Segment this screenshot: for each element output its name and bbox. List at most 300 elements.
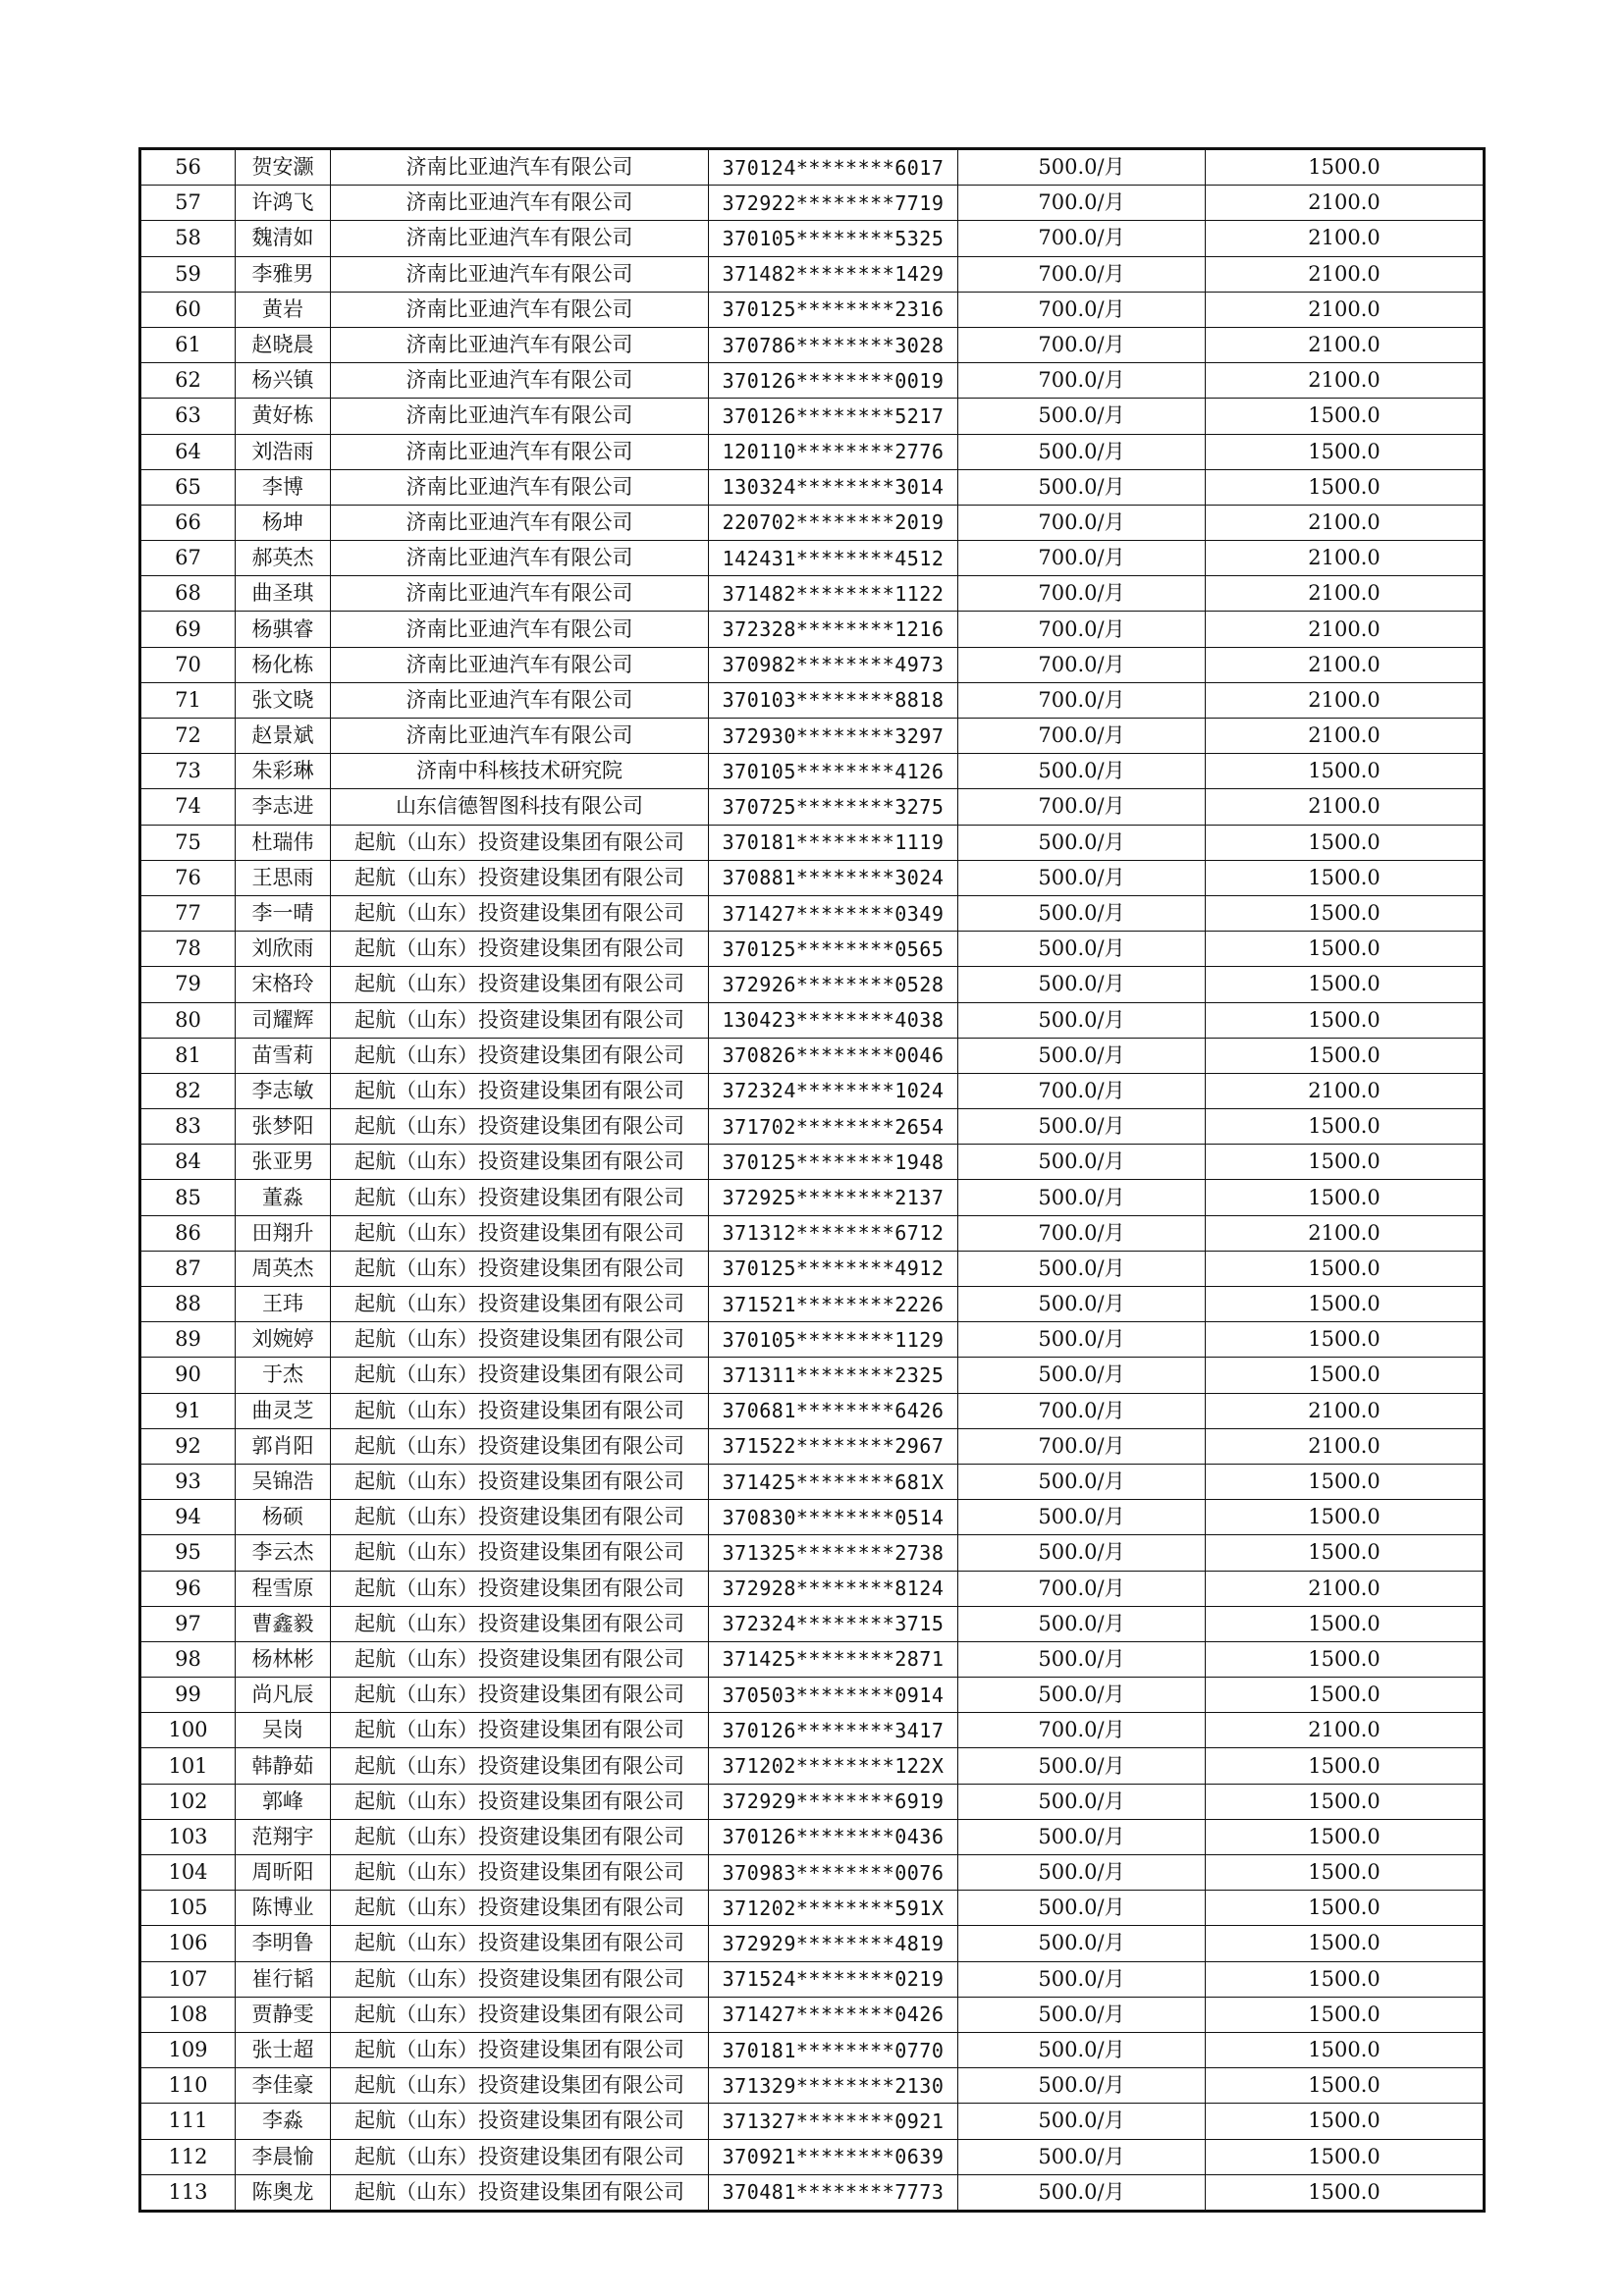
row-number-cell: 111 [140, 2104, 236, 2139]
table-row [140, 1713, 1485, 1748]
company-name-cell: 济南比亚迪汽车有限公司 [331, 221, 709, 256]
total-amount-cell: 1500.0 [1206, 895, 1485, 931]
id-number-cell: 372929********4819 [709, 1926, 958, 1961]
total-amount-cell: 2100.0 [1206, 682, 1485, 718]
row-number-cell: 106 [140, 1926, 236, 1961]
person-name-cell: 许鸿飞 [236, 186, 331, 221]
total-amount-cell: 1500.0 [1206, 1819, 1485, 1854]
id-number-cell: 371312********6712 [709, 1215, 958, 1251]
row-number-cell: 97 [140, 1606, 236, 1641]
row-number-cell: 101 [140, 1748, 236, 1784]
row-number-cell: 85 [140, 1180, 236, 1215]
id-number-cell: 370181********1119 [709, 825, 958, 860]
monthly-amount-cell: 500.0/月 [958, 1678, 1206, 1713]
monthly-amount-cell: 500.0/月 [958, 895, 1206, 931]
id-number-cell: 370826********0046 [709, 1038, 958, 1073]
person-name-cell: 于杰 [236, 1358, 331, 1393]
row-number-cell: 113 [140, 2174, 236, 2211]
total-amount-cell: 1500.0 [1206, 1678, 1485, 1713]
table-row [140, 576, 1485, 612]
table-row [140, 1678, 1485, 1713]
table-row [140, 895, 1485, 931]
company-name-cell: 起航（山东）投资建设集团有限公司 [331, 895, 709, 931]
table-row [140, 1428, 1485, 1464]
table-row [140, 682, 1485, 718]
total-amount-cell: 1500.0 [1206, 1145, 1485, 1180]
company-name-cell: 济南比亚迪汽车有限公司 [331, 682, 709, 718]
person-name-cell: 吴岗 [236, 1713, 331, 1748]
company-name-cell: 济南比亚迪汽车有限公司 [331, 719, 709, 754]
total-amount-cell: 1500.0 [1206, 1287, 1485, 1322]
id-number-cell: 372324********3715 [709, 1606, 958, 1641]
total-amount-cell: 1500.0 [1206, 2104, 1485, 2139]
company-name-cell: 起航（山东）投资建设集团有限公司 [331, 825, 709, 860]
total-amount-cell: 1500.0 [1206, 1926, 1485, 1961]
table-row [140, 186, 1485, 221]
total-amount-cell: 2100.0 [1206, 789, 1485, 825]
person-name-cell: 杨骐睿 [236, 612, 331, 647]
row-number-cell: 64 [140, 434, 236, 469]
total-amount-cell: 2100.0 [1206, 363, 1485, 399]
monthly-amount-cell: 500.0/月 [958, 1819, 1206, 1854]
row-number-cell: 70 [140, 647, 236, 682]
monthly-amount-cell: 500.0/月 [958, 1961, 1206, 1997]
company-name-cell: 起航（山东）投资建设集团有限公司 [331, 1287, 709, 1322]
table-row [140, 2174, 1485, 2211]
row-number-cell: 102 [140, 1784, 236, 1819]
id-number-cell: 371329********2130 [709, 2068, 958, 2104]
table-row [140, 1997, 1485, 2032]
row-number-cell: 112 [140, 2139, 236, 2174]
total-amount-cell: 1500.0 [1206, 1641, 1485, 1677]
total-amount-cell: 2100.0 [1206, 327, 1485, 362]
table-row [140, 647, 1485, 682]
total-amount-cell: 1500.0 [1206, 1002, 1485, 1038]
company-name-cell: 起航（山东）投资建设集团有限公司 [331, 1358, 709, 1393]
person-name-cell: 范翔宇 [236, 1819, 331, 1854]
company-name-cell: 济南比亚迪汽车有限公司 [331, 612, 709, 647]
row-number-cell: 108 [140, 1997, 236, 2032]
id-number-cell: 371427********0426 [709, 1997, 958, 2032]
person-name-cell: 贺安灏 [236, 149, 331, 186]
table-row [140, 1748, 1485, 1784]
table-row [140, 754, 1485, 789]
monthly-amount-cell: 700.0/月 [958, 682, 1206, 718]
company-name-cell: 起航（山东）投资建设集团有限公司 [331, 860, 709, 895]
total-amount-cell: 1500.0 [1206, 1180, 1485, 1215]
monthly-amount-cell: 700.0/月 [958, 186, 1206, 221]
row-number-cell: 72 [140, 719, 236, 754]
person-name-cell: 李淼 [236, 2104, 331, 2139]
monthly-amount-cell: 500.0/月 [958, 1287, 1206, 1322]
id-number-cell: 370881********3024 [709, 860, 958, 895]
total-amount-cell: 1500.0 [1206, 399, 1485, 434]
company-name-cell: 起航（山东）投资建设集团有限公司 [331, 932, 709, 967]
total-amount-cell: 1500.0 [1206, 860, 1485, 895]
id-number-cell: 372926********0528 [709, 967, 958, 1002]
row-number-cell: 104 [140, 1855, 236, 1891]
person-name-cell: 杨硕 [236, 1500, 331, 1535]
person-name-cell: 朱彩琳 [236, 754, 331, 789]
company-name-cell: 起航（山东）投资建设集团有限公司 [331, 1819, 709, 1854]
total-amount-cell: 1500.0 [1206, 1961, 1485, 1997]
id-number-cell: 370181********0770 [709, 2032, 958, 2067]
company-name-cell: 起航（山东）投资建设集团有限公司 [331, 1251, 709, 1286]
id-number-cell: 371427********0349 [709, 895, 958, 931]
company-name-cell: 起航（山东）投资建设集团有限公司 [331, 1145, 709, 1180]
total-amount-cell: 1500.0 [1206, 434, 1485, 469]
company-name-cell: 济南比亚迪汽车有限公司 [331, 292, 709, 327]
id-number-cell: 370126********0019 [709, 363, 958, 399]
monthly-amount-cell: 500.0/月 [958, 1606, 1206, 1641]
subsidy-table [138, 147, 1486, 2213]
table-row [140, 612, 1485, 647]
row-number-cell: 61 [140, 327, 236, 362]
person-name-cell: 曲灵芝 [236, 1393, 331, 1428]
row-number-cell: 57 [140, 186, 236, 221]
total-amount-cell: 1500.0 [1206, 1251, 1485, 1286]
row-number-cell: 65 [140, 469, 236, 505]
person-name-cell: 魏清如 [236, 221, 331, 256]
row-number-cell: 82 [140, 1073, 236, 1108]
id-number-cell: 372324********1024 [709, 1073, 958, 1108]
company-name-cell: 起航（山东）投资建设集团有限公司 [331, 1215, 709, 1251]
table-row [140, 1180, 1485, 1215]
table-row [140, 1358, 1485, 1393]
company-name-cell: 起航（山东）投资建设集团有限公司 [331, 1926, 709, 1961]
table-row [140, 1535, 1485, 1571]
row-number-cell: 67 [140, 541, 236, 576]
person-name-cell: 贾静雯 [236, 1997, 331, 2032]
row-number-cell: 71 [140, 682, 236, 718]
table-row [140, 1855, 1485, 1891]
row-number-cell: 99 [140, 1678, 236, 1713]
company-name-cell: 起航（山东）投资建设集团有限公司 [331, 1678, 709, 1713]
person-name-cell: 李佳豪 [236, 2068, 331, 2104]
total-amount-cell: 1500.0 [1206, 1109, 1485, 1145]
company-name-cell: 济南比亚迪汽车有限公司 [331, 363, 709, 399]
table-row [140, 1215, 1485, 1251]
total-amount-cell: 2100.0 [1206, 647, 1485, 682]
total-amount-cell: 2100.0 [1206, 1713, 1485, 1748]
table-row [140, 860, 1485, 895]
row-number-cell: 77 [140, 895, 236, 931]
id-number-cell: 371702********2654 [709, 1109, 958, 1145]
id-number-cell: 370105********1129 [709, 1322, 958, 1358]
row-number-cell: 95 [140, 1535, 236, 1571]
person-name-cell: 李博 [236, 469, 331, 505]
table-row [140, 2104, 1485, 2139]
table-body [140, 149, 1485, 2212]
id-number-cell: 371521********2226 [709, 1287, 958, 1322]
monthly-amount-cell: 500.0/月 [958, 1322, 1206, 1358]
monthly-amount-cell: 700.0/月 [958, 292, 1206, 327]
company-name-cell: 起航（山东）投资建设集团有限公司 [331, 1997, 709, 2032]
table-row [140, 1322, 1485, 1358]
person-name-cell: 李志敏 [236, 1073, 331, 1108]
id-number-cell: 371522********2967 [709, 1428, 958, 1464]
table-row [140, 967, 1485, 1002]
id-number-cell: 372930********3297 [709, 719, 958, 754]
table-row [140, 1961, 1485, 1997]
total-amount-cell: 1500.0 [1206, 1322, 1485, 1358]
row-number-cell: 75 [140, 825, 236, 860]
person-name-cell: 李雅男 [236, 256, 331, 292]
monthly-amount-cell: 500.0/月 [958, 469, 1206, 505]
person-name-cell: 陈博业 [236, 1891, 331, 1926]
total-amount-cell: 1500.0 [1206, 932, 1485, 967]
id-number-cell: 371482********1122 [709, 576, 958, 612]
person-name-cell: 黄好栋 [236, 399, 331, 434]
id-number-cell: 130324********3014 [709, 469, 958, 505]
total-amount-cell: 2100.0 [1206, 612, 1485, 647]
person-name-cell: 杨化栋 [236, 647, 331, 682]
monthly-amount-cell: 500.0/月 [958, 1891, 1206, 1926]
person-name-cell: 张亚男 [236, 1145, 331, 1180]
table-row [140, 2068, 1485, 2104]
monthly-amount-cell: 500.0/月 [958, 2032, 1206, 2067]
total-amount-cell: 1500.0 [1206, 2139, 1485, 2174]
row-number-cell: 59 [140, 256, 236, 292]
row-number-cell: 84 [140, 1145, 236, 1180]
person-name-cell: 张士超 [236, 2032, 331, 2067]
table-row [140, 1073, 1485, 1108]
total-amount-cell: 1500.0 [1206, 1891, 1485, 1926]
table-row [140, 1287, 1485, 1322]
monthly-amount-cell: 500.0/月 [958, 1784, 1206, 1819]
subsidy-table-sheet [138, 147, 1486, 2213]
person-name-cell: 杜瑞伟 [236, 825, 331, 860]
table-row [140, 1038, 1485, 1073]
table-row [140, 434, 1485, 469]
company-name-cell: 济南比亚迪汽车有限公司 [331, 256, 709, 292]
row-number-cell: 105 [140, 1891, 236, 1926]
id-number-cell: 370125********2316 [709, 292, 958, 327]
total-amount-cell: 2100.0 [1206, 186, 1485, 221]
table-row [140, 469, 1485, 505]
row-number-cell: 88 [140, 1287, 236, 1322]
monthly-amount-cell: 500.0/月 [958, 434, 1206, 469]
company-name-cell: 起航（山东）投资建设集团有限公司 [331, 1784, 709, 1819]
total-amount-cell: 2100.0 [1206, 256, 1485, 292]
total-amount-cell: 1500.0 [1206, 1464, 1485, 1499]
person-name-cell: 周英杰 [236, 1251, 331, 1286]
monthly-amount-cell: 500.0/月 [958, 1997, 1206, 2032]
id-number-cell: 120110********2776 [709, 434, 958, 469]
monthly-amount-cell: 500.0/月 [958, 1145, 1206, 1180]
table-row [140, 505, 1485, 540]
total-amount-cell: 2100.0 [1206, 505, 1485, 540]
total-amount-cell: 1500.0 [1206, 1535, 1485, 1571]
id-number-cell: 372928********8124 [709, 1571, 958, 1606]
company-name-cell: 起航（山东）投资建设集团有限公司 [331, 1606, 709, 1641]
company-name-cell: 起航（山东）投资建设集团有限公司 [331, 1961, 709, 1997]
company-name-cell: 起航（山东）投资建设集团有限公司 [331, 1571, 709, 1606]
id-number-cell: 372328********1216 [709, 612, 958, 647]
id-number-cell: 371327********0921 [709, 2104, 958, 2139]
table-row [140, 541, 1485, 576]
total-amount-cell: 2100.0 [1206, 1571, 1485, 1606]
row-number-cell: 79 [140, 967, 236, 1002]
company-name-cell: 济南中科核技术研究院 [331, 754, 709, 789]
company-name-cell: 起航（山东）投资建设集团有限公司 [331, 1109, 709, 1145]
person-name-cell: 杨坤 [236, 505, 331, 540]
id-number-cell: 370503********0914 [709, 1678, 958, 1713]
company-name-cell: 济南比亚迪汽车有限公司 [331, 469, 709, 505]
company-name-cell: 起航（山东）投资建设集团有限公司 [331, 1713, 709, 1748]
person-name-cell: 尚凡辰 [236, 1678, 331, 1713]
id-number-cell: 370481********7773 [709, 2174, 958, 2211]
id-number-cell: 372922********7719 [709, 186, 958, 221]
monthly-amount-cell: 500.0/月 [958, 2174, 1206, 2211]
id-number-cell: 142431********4512 [709, 541, 958, 576]
row-number-cell: 103 [140, 1819, 236, 1854]
person-name-cell: 郝英杰 [236, 541, 331, 576]
company-name-cell: 起航（山东）投资建设集团有限公司 [331, 1073, 709, 1108]
id-number-cell: 370126********3417 [709, 1713, 958, 1748]
person-name-cell: 王玮 [236, 1287, 331, 1322]
table-row [140, 1819, 1485, 1854]
company-name-cell: 起航（山东）投资建设集团有限公司 [331, 1535, 709, 1571]
person-name-cell: 曹鑫毅 [236, 1606, 331, 1641]
person-name-cell: 曲圣琪 [236, 576, 331, 612]
total-amount-cell: 1500.0 [1206, 149, 1485, 186]
monthly-amount-cell: 500.0/月 [958, 1038, 1206, 1073]
id-number-cell: 370125********0565 [709, 932, 958, 967]
monthly-amount-cell: 500.0/月 [958, 1464, 1206, 1499]
person-name-cell: 郭肖阳 [236, 1428, 331, 1464]
monthly-amount-cell: 500.0/月 [958, 825, 1206, 860]
id-number-cell: 370105********4126 [709, 754, 958, 789]
monthly-amount-cell: 700.0/月 [958, 327, 1206, 362]
monthly-amount-cell: 700.0/月 [958, 647, 1206, 682]
table-row [140, 1251, 1485, 1286]
row-number-cell: 89 [140, 1322, 236, 1358]
id-number-cell: 370124********6017 [709, 149, 958, 186]
company-name-cell: 济南比亚迪汽车有限公司 [331, 505, 709, 540]
company-name-cell: 起航（山东）投资建设集团有限公司 [331, 1855, 709, 1891]
row-number-cell: 94 [140, 1500, 236, 1535]
person-name-cell: 杨林彬 [236, 1641, 331, 1677]
id-number-cell: 371311********2325 [709, 1358, 958, 1393]
total-amount-cell: 2100.0 [1206, 1215, 1485, 1251]
row-number-cell: 60 [140, 292, 236, 327]
person-name-cell: 程雪原 [236, 1571, 331, 1606]
monthly-amount-cell: 700.0/月 [958, 505, 1206, 540]
table-row [140, 1891, 1485, 1926]
monthly-amount-cell: 500.0/月 [958, 860, 1206, 895]
person-name-cell: 杨兴镇 [236, 363, 331, 399]
table-row [140, 1571, 1485, 1606]
row-number-cell: 78 [140, 932, 236, 967]
id-number-cell: 370786********3028 [709, 327, 958, 362]
total-amount-cell: 1500.0 [1206, 2174, 1485, 2211]
monthly-amount-cell: 500.0/月 [958, 932, 1206, 967]
id-number-cell: 370103********8818 [709, 682, 958, 718]
row-number-cell: 109 [140, 2032, 236, 2067]
id-number-cell: 370105********5325 [709, 221, 958, 256]
monthly-amount-cell: 500.0/月 [958, 149, 1206, 186]
table-row [140, 1784, 1485, 1819]
monthly-amount-cell: 700.0/月 [958, 363, 1206, 399]
id-number-cell: 371202********591X [709, 1891, 958, 1926]
company-name-cell: 起航（山东）投资建设集团有限公司 [331, 1891, 709, 1926]
total-amount-cell: 2100.0 [1206, 576, 1485, 612]
row-number-cell: 69 [140, 612, 236, 647]
monthly-amount-cell: 500.0/月 [958, 1855, 1206, 1891]
total-amount-cell: 1500.0 [1206, 825, 1485, 860]
company-name-cell: 起航（山东）投资建设集团有限公司 [331, 1002, 709, 1038]
monthly-amount-cell: 500.0/月 [958, 2139, 1206, 2174]
id-number-cell: 371202********122X [709, 1748, 958, 1784]
company-name-cell: 起航（山东）投资建设集团有限公司 [331, 967, 709, 1002]
table-row [140, 2139, 1485, 2174]
monthly-amount-cell: 500.0/月 [958, 1002, 1206, 1038]
person-name-cell: 周昕阳 [236, 1855, 331, 1891]
monthly-amount-cell: 700.0/月 [958, 1215, 1206, 1251]
company-name-cell: 起航（山东）投资建设集团有限公司 [331, 1641, 709, 1677]
monthly-amount-cell: 700.0/月 [958, 719, 1206, 754]
id-number-cell: 370125********4912 [709, 1251, 958, 1286]
total-amount-cell: 1500.0 [1206, 469, 1485, 505]
table-row [140, 221, 1485, 256]
table-row [140, 1926, 1485, 1961]
row-number-cell: 66 [140, 505, 236, 540]
row-number-cell: 87 [140, 1251, 236, 1286]
total-amount-cell: 1500.0 [1206, 1784, 1485, 1819]
table-row [140, 292, 1485, 327]
company-name-cell: 起航（山东）投资建设集团有限公司 [331, 2139, 709, 2174]
total-amount-cell: 2100.0 [1206, 1428, 1485, 1464]
total-amount-cell: 2100.0 [1206, 1073, 1485, 1108]
total-amount-cell: 1500.0 [1206, 1606, 1485, 1641]
id-number-cell: 370725********3275 [709, 789, 958, 825]
monthly-amount-cell: 500.0/月 [958, 1109, 1206, 1145]
row-number-cell: 96 [140, 1571, 236, 1606]
table-row [140, 1464, 1485, 1499]
table-row [140, 363, 1485, 399]
total-amount-cell: 1500.0 [1206, 2032, 1485, 2067]
person-name-cell: 陈奥龙 [236, 2174, 331, 2211]
table-row [140, 327, 1485, 362]
person-name-cell: 张梦阳 [236, 1109, 331, 1145]
person-name-cell: 刘浩雨 [236, 434, 331, 469]
company-name-cell: 起航（山东）投资建设集团有限公司 [331, 2104, 709, 2139]
company-name-cell: 济南比亚迪汽车有限公司 [331, 434, 709, 469]
id-number-cell: 130423********4038 [709, 1002, 958, 1038]
row-number-cell: 63 [140, 399, 236, 434]
company-name-cell: 起航（山东）投资建设集团有限公司 [331, 1748, 709, 1784]
person-name-cell: 苗雪莉 [236, 1038, 331, 1073]
total-amount-cell: 1500.0 [1206, 754, 1485, 789]
id-number-cell: 370982********4973 [709, 647, 958, 682]
id-number-cell: 370125********1948 [709, 1145, 958, 1180]
total-amount-cell: 1500.0 [1206, 1358, 1485, 1393]
table-row [140, 719, 1485, 754]
monthly-amount-cell: 700.0/月 [958, 612, 1206, 647]
person-name-cell: 郭峰 [236, 1784, 331, 1819]
table-row [140, 399, 1485, 434]
row-number-cell: 76 [140, 860, 236, 895]
monthly-amount-cell: 700.0/月 [958, 1571, 1206, 1606]
company-name-cell: 起航（山东）投资建设集团有限公司 [331, 1500, 709, 1535]
company-name-cell: 山东信德智图科技有限公司 [331, 789, 709, 825]
id-number-cell: 370830********0514 [709, 1500, 958, 1535]
id-number-cell: 370681********6426 [709, 1393, 958, 1428]
monthly-amount-cell: 700.0/月 [958, 789, 1206, 825]
person-name-cell: 董淼 [236, 1180, 331, 1215]
monthly-amount-cell: 500.0/月 [958, 754, 1206, 789]
